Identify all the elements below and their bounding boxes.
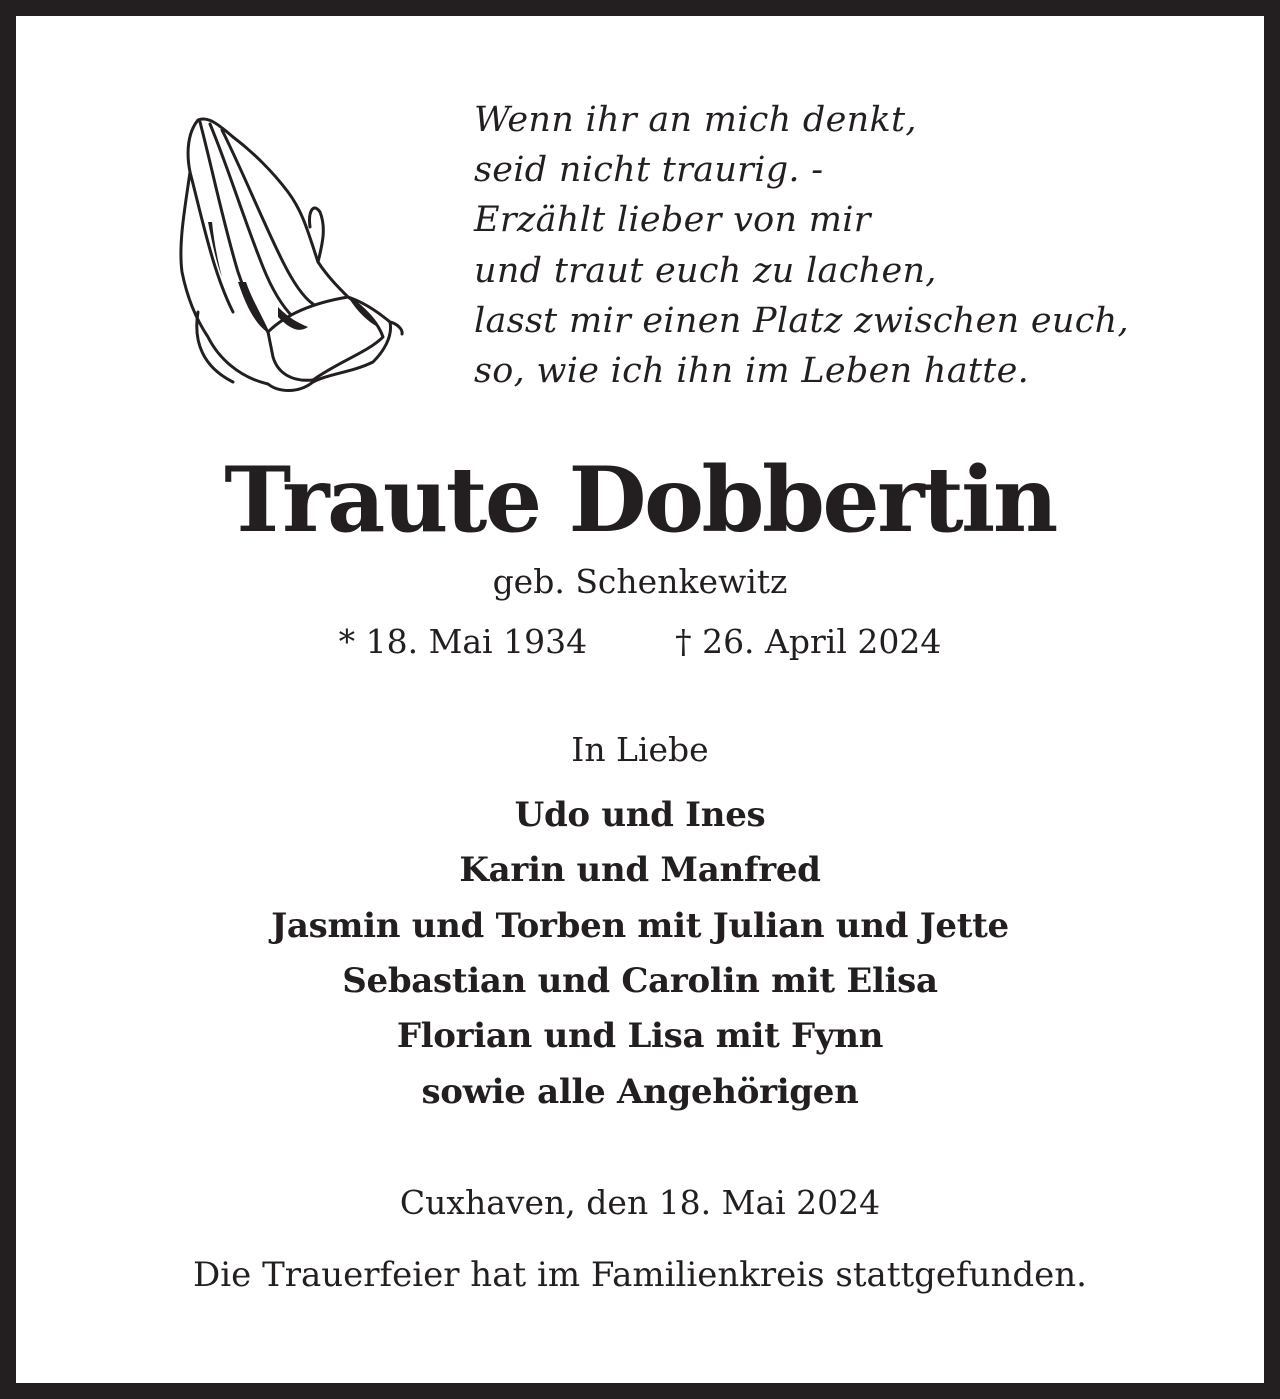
praying-hands-icon: [178, 112, 404, 398]
mourner-line: Sebastian und Carolin mit Elisa: [342, 961, 938, 1001]
poem: [474, 95, 1129, 396]
mourner-line: Udo und Ines: [514, 795, 766, 835]
mourner-line: Karin und Manfred: [459, 850, 821, 890]
poem-line: Erzählt lieber von mir: [474, 200, 871, 241]
life-dates: [0, 617, 1280, 667]
place-date: Cuxhaven, den 18. Mai 2024: [399, 1183, 881, 1222]
poem-line: Wenn ihr an mich denkt,: [474, 100, 917, 140]
funeral-note: Die Trauerfeier hat im Familienkreis stattgefunden.: [193, 1255, 1087, 1295]
mourner-line: Florian und Lisa mit Fynn: [396, 1016, 884, 1056]
poem-line: und traut euch zu lachen,: [474, 250, 937, 291]
mourner-line: sowie alle Angehörigen: [421, 1072, 859, 1112]
death-date: † 26. April 2024: [675, 622, 942, 661]
poem-line: so, wie ich ihn im Leben hatte.: [474, 351, 1030, 392]
poem-line: lasst mir einen Platz zwischen euch,: [474, 300, 1129, 341]
deceased-name: Traute Dobbertin: [224, 447, 1056, 553]
birth-date: * 18. Mai 1934: [338, 622, 588, 661]
maiden-name: geb. Schenkewitz: [492, 562, 788, 601]
mourner-line: Jasmin und Torben mit Julian und Jette: [271, 906, 1009, 946]
intro-text: In Liebe: [571, 730, 709, 769]
poem-line: seid nicht traurig. -: [474, 150, 824, 191]
